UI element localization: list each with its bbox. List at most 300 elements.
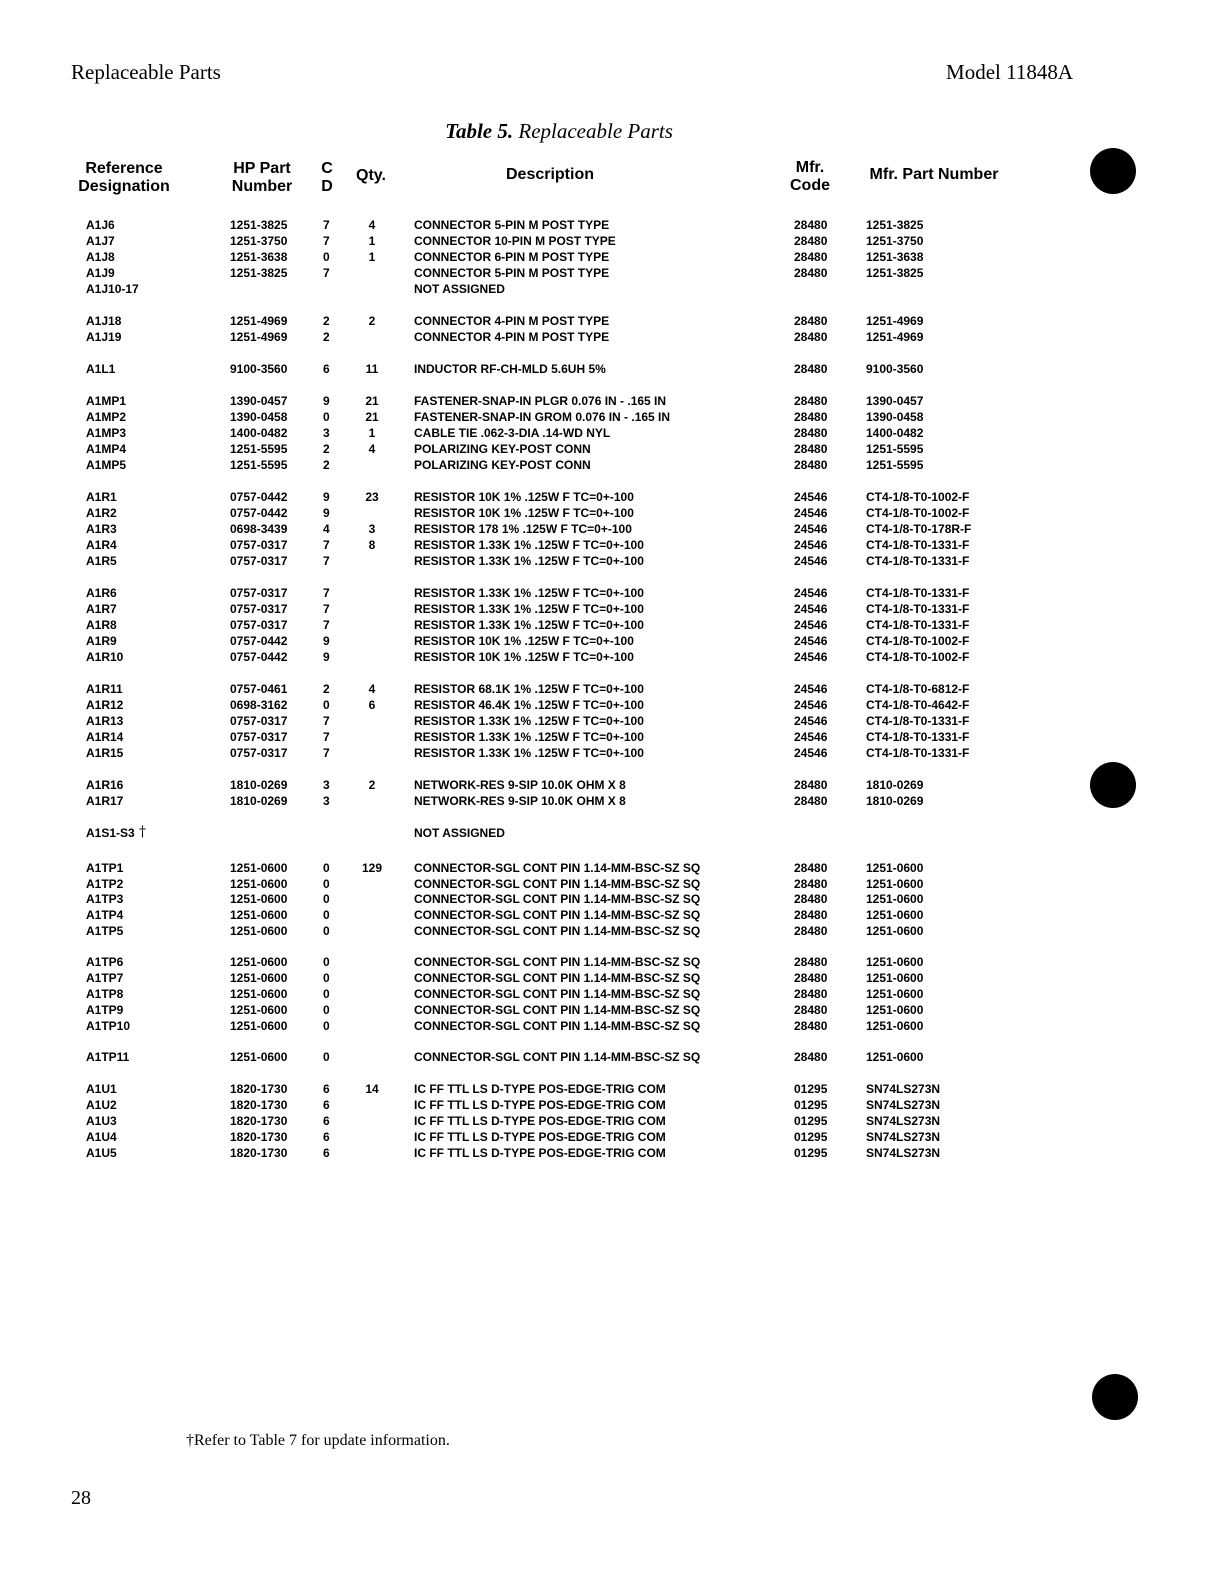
table-cell-mfr-code: 28480 bbox=[794, 234, 828, 248]
col-header-mfr-code bbox=[784, 159, 836, 195]
table-cell-ref-designation: A1MP2 bbox=[86, 410, 127, 424]
table-cell-hp-part-number: 0757-0317 bbox=[230, 746, 288, 760]
table-cell-cd: 0 bbox=[323, 698, 330, 712]
table-cell-mfr-code: 28480 bbox=[794, 442, 828, 456]
table-cell-mfr-code: 28480 bbox=[794, 877, 828, 891]
table-cell-qty: 1 bbox=[368, 234, 376, 248]
table-cell-ref-designation: A1R15 bbox=[86, 746, 124, 760]
table-cell-description: NOT ASSIGNED bbox=[414, 282, 505, 296]
table-cell-ref-designation: A1TP3 bbox=[86, 892, 124, 906]
table-cell-qty: 11 bbox=[365, 362, 379, 376]
table-cell-ref-designation: A1U3 bbox=[86, 1114, 117, 1128]
table-cell-mfr-code: 24546 bbox=[794, 506, 828, 520]
table-cell-cd: 3 bbox=[323, 426, 330, 440]
table-cell-description: CONNECTOR-SGL CONT PIN 1.14-MM-BSC-SZ SQ bbox=[414, 1050, 701, 1064]
table-cell-mfr-part-number: CT4-1/8-T0-1002-F bbox=[866, 634, 970, 648]
table-cell-ref-designation: A1R2 bbox=[86, 506, 117, 520]
table-cell-mfr-part-number: CT4-1/8-T0-178R-F bbox=[866, 522, 972, 536]
table-cell-qty: 2 bbox=[368, 314, 376, 328]
table-cell-mfr-part-number: 1251-0600 bbox=[866, 908, 924, 922]
table-cell-hp-part-number: 1251-0600 bbox=[230, 1003, 288, 1017]
table-cell-mfr-part-number: 1251-0600 bbox=[866, 971, 924, 985]
table-cell-ref-designation: A1R7 bbox=[86, 602, 117, 616]
col-header-cd-line1: C bbox=[321, 160, 333, 177]
table-cell-hp-part-number: 0757-0317 bbox=[230, 730, 288, 744]
table-cell-qty: 21 bbox=[365, 394, 379, 408]
table-cell-cd: 2 bbox=[323, 330, 330, 344]
binder-hole bbox=[1090, 762, 1136, 808]
table-cell-mfr-code: 24546 bbox=[794, 618, 828, 632]
table-cell-mfr-code: 01295 bbox=[794, 1098, 828, 1112]
table-cell-mfr-code: 24546 bbox=[794, 698, 828, 712]
table-cell-mfr-code: 28480 bbox=[794, 426, 828, 440]
table-cell-qty: 4 bbox=[368, 218, 376, 232]
table-cell-mfr-part-number: CT4-1/8-T0-1331-F bbox=[866, 714, 970, 728]
table-cell-ref-designation: A1J7 bbox=[86, 234, 115, 248]
table-cell-cd: 7 bbox=[323, 602, 330, 616]
table-cell-mfr-code: 28480 bbox=[794, 778, 828, 792]
table-cell-ref-designation: A1R1 bbox=[86, 490, 117, 504]
table-cell-cd: 3 bbox=[323, 778, 330, 792]
table-cell-qty: 1 bbox=[368, 250, 376, 264]
table-cell-mfr-code: 01295 bbox=[794, 1146, 828, 1160]
table-cell-cd: 9 bbox=[323, 634, 330, 648]
table-cell-qty: 2 bbox=[368, 778, 376, 792]
table-cell-description: CONNECTOR 10-PIN M POST TYPE bbox=[414, 234, 616, 248]
table-cell-mfr-part-number: 1251-3825 bbox=[866, 218, 924, 232]
table-cell-hp-part-number: 0757-0442 bbox=[230, 506, 288, 520]
table-cell-cd: 6 bbox=[323, 362, 330, 376]
table-cell-cd: 7 bbox=[323, 618, 330, 632]
table-cell-ref-designation: A1R4 bbox=[86, 538, 117, 552]
table-cell-qty: 3 bbox=[368, 522, 376, 536]
table-cell-ref-designation: A1TP1 bbox=[86, 861, 124, 875]
col-header-cd-line2: D bbox=[321, 178, 333, 195]
table-cell-mfr-part-number: CT4-1/8-T0-1331-F bbox=[866, 538, 970, 552]
table-cell-ref-designation: A1S1-S3 bbox=[86, 826, 135, 840]
table-cell-mfr-code: 24546 bbox=[794, 730, 828, 744]
table-cell-ref-designation: A1MP3 bbox=[86, 426, 127, 440]
col-header-reference-line2: Designation bbox=[78, 178, 170, 195]
table-cell-description: CONNECTOR 5-PIN M POST TYPE bbox=[414, 266, 610, 280]
table-cell-ref-designation: A1R12 bbox=[86, 698, 124, 712]
table-cell-cd: 2 bbox=[323, 442, 330, 456]
table-cell-description: RESISTOR 46.4K 1% .125W F TC=0+-100 bbox=[414, 698, 644, 712]
table-cell-ref-designation: A1R17 bbox=[86, 794, 124, 808]
table-cell-cd: 7 bbox=[323, 586, 330, 600]
table-cell-cd: 2 bbox=[323, 682, 330, 696]
table-cell-mfr-part-number: 1390-0457 bbox=[866, 394, 924, 408]
table-cell-cd: 0 bbox=[323, 971, 330, 985]
table-cell-hp-part-number: 1251-0600 bbox=[230, 987, 288, 1001]
table-cell-mfr-part-number: CT4-1/8-T0-1002-F bbox=[866, 490, 970, 504]
table-cell-description: FASTENER-SNAP-IN GROM 0.076 IN - .165 IN bbox=[414, 410, 671, 424]
table-cell-mfr-code: 28480 bbox=[794, 908, 828, 922]
col-header-mfr-code-line1: Mfr. bbox=[795, 159, 825, 176]
table-cell-hp-part-number: 1390-0458 bbox=[230, 410, 288, 424]
table-cell-mfr-part-number: SN74LS273N bbox=[866, 1114, 941, 1128]
table-cell-description: RESISTOR 10K 1% .125W F TC=0+-100 bbox=[414, 506, 634, 520]
table-cell-ref-designation: A1TP5 bbox=[86, 924, 124, 938]
table-cell-hp-part-number: 1251-4969 bbox=[230, 330, 288, 344]
table-cell-hp-part-number: 1251-0600 bbox=[230, 955, 288, 969]
table-cell-mfr-code: 24546 bbox=[794, 538, 828, 552]
table-cell-ref-designation: A1U1 bbox=[86, 1082, 117, 1096]
table-cell-mfr-code: 28480 bbox=[794, 955, 828, 969]
table-cell-hp-part-number: 1820-1730 bbox=[230, 1082, 288, 1096]
table-cell-ref-designation: A1MP4 bbox=[86, 442, 127, 456]
table-cell-cd: 7 bbox=[323, 218, 330, 232]
table-cell-cd: 0 bbox=[323, 924, 330, 938]
page-number: 28 bbox=[71, 1487, 91, 1509]
binder-hole bbox=[1090, 148, 1136, 194]
table-cell-hp-part-number: 1251-4969 bbox=[230, 314, 288, 328]
table-cell-description: RESISTOR 1.33K 1% .125W F TC=0+-100 bbox=[414, 602, 644, 616]
table-cell-description: CONNECTOR-SGL CONT PIN 1.14-MM-BSC-SZ SQ bbox=[414, 892, 701, 906]
table-cell-description: RESISTOR 1.33K 1% .125W F TC=0+-100 bbox=[414, 746, 644, 760]
table-cell-cd: 0 bbox=[323, 1003, 330, 1017]
table-cell-mfr-code: 28480 bbox=[794, 1050, 828, 1064]
table-cell-qty: 4 bbox=[368, 682, 376, 696]
table-cell-ref-designation: A1J19 bbox=[86, 330, 122, 344]
footnote: †Refer to Table 7 for update information. bbox=[186, 1432, 450, 1449]
table-cell-description: CONNECTOR-SGL CONT PIN 1.14-MM-BSC-SZ SQ bbox=[414, 971, 701, 985]
table-cell-mfr-part-number: 1251-0600 bbox=[866, 1050, 924, 1064]
table-cell-mfr-part-number: SN74LS273N bbox=[866, 1146, 941, 1160]
table-cell-mfr-code: 28480 bbox=[794, 330, 828, 344]
table-cell-mfr-part-number: CT4-1/8-T0-1331-F bbox=[866, 618, 970, 632]
table-cell-ref-designation: A1J8 bbox=[86, 250, 115, 264]
table-cell-cd: 7 bbox=[323, 714, 330, 728]
table-cell-description: RESISTOR 68.1K 1% .125W F TC=0+-100 bbox=[414, 682, 644, 696]
table-cell-mfr-code: 28480 bbox=[794, 362, 828, 376]
table-cell-cd: 6 bbox=[323, 1130, 330, 1144]
table-cell-mfr-code: 28480 bbox=[794, 1019, 828, 1033]
table-cell-description: RESISTOR 1.33K 1% .125W F TC=0+-100 bbox=[414, 730, 644, 744]
table-cell-hp-part-number: 0757-0442 bbox=[230, 490, 288, 504]
table-cell-hp-part-number: 1251-5595 bbox=[230, 442, 288, 456]
table-cell-mfr-part-number: 1390-0458 bbox=[866, 410, 924, 424]
table-cell-description: CONNECTOR-SGL CONT PIN 1.14-MM-BSC-SZ SQ bbox=[414, 861, 701, 875]
table-cell-description: CONNECTOR-SGL CONT PIN 1.14-MM-BSC-SZ SQ bbox=[414, 987, 701, 1001]
table-cell-cd: 0 bbox=[323, 877, 330, 891]
table-cell-mfr-part-number: CT4-1/8-T0-1331-F bbox=[866, 730, 970, 744]
table-cell-mfr-code: 28480 bbox=[794, 1003, 828, 1017]
table-cell-description: CONNECTOR 6-PIN M POST TYPE bbox=[414, 250, 610, 264]
table-cell-mfr-part-number: 1251-3750 bbox=[866, 234, 924, 248]
table-cell-cd: 6 bbox=[323, 1082, 330, 1096]
table-cell-mfr-part-number: SN74LS273N bbox=[866, 1082, 941, 1096]
table-cell-mfr-code: 24546 bbox=[794, 682, 828, 696]
table-cell-mfr-code: 28480 bbox=[794, 266, 828, 280]
table-cell-mfr-part-number: 1810-0269 bbox=[866, 794, 924, 808]
table-cell-qty: 6 bbox=[368, 698, 376, 712]
table-cell-description: CONNECTOR 5-PIN M POST TYPE bbox=[414, 218, 610, 232]
col-header-description: Description bbox=[505, 166, 594, 183]
table-cell-description: IC FF TTL LS D-TYPE POS-EDGE-TRIG COM bbox=[414, 1146, 666, 1160]
table-cell-hp-part-number: 0698-3439 bbox=[230, 522, 288, 536]
table-cell-description: NETWORK-RES 9-SIP 10.0K OHM X 8 bbox=[414, 794, 626, 808]
table-cell-description: INDUCTOR RF-CH-MLD 5.6UH 5% bbox=[414, 362, 606, 376]
table-cell-description: RESISTOR 1.33K 1% .125W F TC=0+-100 bbox=[414, 538, 644, 552]
table-cell-description: CONNECTOR-SGL CONT PIN 1.14-MM-BSC-SZ SQ bbox=[414, 877, 701, 891]
table-cell-mfr-code: 24546 bbox=[794, 554, 828, 568]
table-cell-cd: 7 bbox=[323, 234, 330, 248]
table-cell-hp-part-number: 0757-0442 bbox=[230, 634, 288, 648]
table-cell-mfr-part-number: 1251-0600 bbox=[866, 892, 924, 906]
table-cell-hp-part-number: 1251-0600 bbox=[230, 971, 288, 985]
table-cell-cd: 2 bbox=[323, 314, 330, 328]
table-cell-description: NOT ASSIGNED bbox=[414, 826, 505, 840]
table-cell-mfr-code: 24546 bbox=[794, 522, 828, 536]
table-cell-ref-designation: A1MP5 bbox=[86, 458, 127, 472]
table-cell-cd: 0 bbox=[323, 410, 330, 424]
table-cell-cd: 3 bbox=[323, 794, 330, 808]
table-cell-mfr-part-number: 1400-0482 bbox=[866, 426, 924, 440]
table-cell-mfr-code: 28480 bbox=[794, 794, 828, 808]
binder-hole bbox=[1092, 1374, 1138, 1420]
table-cell-ref-designation: A1R11 bbox=[86, 682, 123, 696]
col-header-reference bbox=[70, 160, 178, 196]
table-cell-mfr-part-number: SN74LS273N bbox=[866, 1130, 941, 1144]
table-cell-description: POLARIZING KEY-POST CONN bbox=[414, 442, 591, 456]
table-cell-cd: 6 bbox=[323, 1114, 330, 1128]
table-cell-hp-part-number: 1251-3750 bbox=[230, 234, 288, 248]
table-cell-mfr-code: 24546 bbox=[794, 602, 828, 616]
table-cell-ref-designation: A1TP4 bbox=[86, 908, 124, 922]
table-cell-ref-designation: A1J6 bbox=[86, 218, 115, 232]
table-cell-mfr-code: 24546 bbox=[794, 634, 828, 648]
table-cell-mfr-code: 28480 bbox=[794, 892, 828, 906]
table-cell-description: RESISTOR 1.33K 1% .125W F TC=0+-100 bbox=[414, 618, 644, 632]
table-cell-cd: 0 bbox=[323, 250, 330, 264]
table-cell-mfr-code: 28480 bbox=[794, 314, 828, 328]
table-cell-mfr-part-number: 1251-5595 bbox=[866, 442, 924, 456]
table-cell-mfr-part-number: CT4-1/8-T0-1331-F bbox=[866, 586, 970, 600]
table-cell-mfr-part-number: 1810-0269 bbox=[866, 778, 924, 792]
table-cell-description: CONNECTOR-SGL CONT PIN 1.14-MM-BSC-SZ SQ bbox=[414, 955, 701, 969]
table-cell-hp-part-number: 0757-0317 bbox=[230, 554, 288, 568]
table-cell-description: CONNECTOR 4-PIN M POST TYPE bbox=[414, 330, 610, 344]
table-cell-hp-part-number: 1251-3825 bbox=[230, 266, 288, 280]
running-header-title: Replaceable Parts bbox=[71, 60, 221, 84]
running-header-model: Model 11848A bbox=[946, 60, 1073, 84]
table-cell-description: NETWORK-RES 9-SIP 10.0K OHM X 8 bbox=[414, 778, 626, 792]
table-cell-qty: 14 bbox=[365, 1082, 379, 1096]
table-cell-cd: 0 bbox=[323, 1019, 330, 1033]
table-cell-qty: 8 bbox=[368, 538, 376, 552]
table-cell-hp-part-number: 0757-0317 bbox=[230, 602, 288, 616]
table-cell-description: CONNECTOR-SGL CONT PIN 1.14-MM-BSC-SZ SQ bbox=[414, 1019, 701, 1033]
table-cell-ref-designation: A1TP2 bbox=[86, 877, 124, 891]
table-cell-ref-designation: A1TP7 bbox=[86, 971, 124, 985]
table-cell-mfr-code: 28480 bbox=[794, 971, 828, 985]
table-cell-cd: 9 bbox=[323, 650, 330, 664]
table-cell-description: POLARIZING KEY-POST CONN bbox=[414, 458, 591, 472]
table-cell-cd: 0 bbox=[323, 892, 330, 906]
table-cell-mfr-code: 28480 bbox=[794, 987, 828, 1001]
table-cell-ref-designation: A1TP11 bbox=[86, 1050, 130, 1064]
table-cell-cd: 9 bbox=[323, 506, 330, 520]
table-cell-cd: 0 bbox=[323, 1050, 330, 1064]
table-cell-mfr-part-number: 1251-0600 bbox=[866, 1003, 924, 1017]
table-cell-hp-part-number: 1251-0600 bbox=[230, 1050, 288, 1064]
table-cell-hp-part-number: 1390-0457 bbox=[230, 394, 288, 408]
table-title-number: Table 5. bbox=[445, 119, 514, 143]
col-header-reference-line1: Reference bbox=[85, 160, 163, 177]
table-cell-hp-part-number: 1251-0600 bbox=[230, 908, 288, 922]
table-cell-mfr-part-number: 1251-3638 bbox=[866, 250, 924, 264]
table-cell-mfr-code: 24546 bbox=[794, 586, 828, 600]
table-cell-mfr-code: 28480 bbox=[794, 394, 828, 408]
table-cell-mfr-part-number: 1251-4969 bbox=[866, 330, 924, 344]
table-cell-cd: 0 bbox=[323, 908, 330, 922]
col-header-hp-part-line2: Number bbox=[231, 178, 293, 195]
table-cell-ref-designation: A1TP10 bbox=[86, 1019, 131, 1033]
table-cell-ref-designation: A1R10 bbox=[86, 650, 124, 664]
table-cell-ref-designation: A1J9 bbox=[86, 266, 115, 280]
table-cell-hp-part-number: 1251-0600 bbox=[230, 892, 288, 906]
table-cell-ref-designation: A1U5 bbox=[86, 1146, 117, 1160]
table-cell-description: RESISTOR 1.33K 1% .125W F TC=0+-100 bbox=[414, 714, 644, 728]
table-cell-cd: 0 bbox=[323, 987, 330, 1001]
table-cell-mfr-code: 28480 bbox=[794, 218, 828, 232]
table-cell-qty: 23 bbox=[365, 490, 379, 504]
table-cell-mfr-code: 24546 bbox=[794, 746, 828, 760]
col-header-mfr-code-line2: Code bbox=[790, 177, 830, 194]
table-cell-hp-part-number: 0757-0317 bbox=[230, 618, 288, 632]
table-cell-mfr-code: 24546 bbox=[794, 714, 828, 728]
table-cell-mfr-part-number: 1251-4969 bbox=[866, 314, 924, 328]
table-cell-cd: 2 bbox=[323, 458, 330, 472]
table-title-text: Replaceable Parts bbox=[518, 119, 673, 143]
table-cell-mfr-part-number: 1251-0600 bbox=[866, 924, 924, 938]
table-cell-description: CONNECTOR-SGL CONT PIN 1.14-MM-BSC-SZ SQ bbox=[414, 1003, 701, 1017]
table-cell-ref-designation: A1MP1 bbox=[86, 394, 127, 408]
table-cell-ref-designation: A1TP6 bbox=[86, 955, 124, 969]
table-cell-ref-designation: A1R8 bbox=[86, 618, 117, 632]
table-cell-description: RESISTOR 10K 1% .125W F TC=0+-100 bbox=[414, 490, 634, 504]
table-cell-mfr-code: 01295 bbox=[794, 1082, 828, 1096]
table-cell-mfr-part-number: CT4-1/8-T0-1002-F bbox=[866, 506, 970, 520]
table-cell-mfr-part-number: SN74LS273N bbox=[866, 1098, 941, 1112]
table-cell-mfr-code: 24546 bbox=[794, 650, 828, 664]
table-cell-ref-designation: A1R9 bbox=[86, 634, 117, 648]
table-cell-ref-designation: A1J18 bbox=[86, 314, 122, 328]
table-cell-cd: 7 bbox=[323, 746, 330, 760]
table-cell-mfr-part-number: 9100-3560 bbox=[866, 362, 924, 376]
table-cell-description: IC FF TTL LS D-TYPE POS-EDGE-TRIG COM bbox=[414, 1082, 666, 1096]
table-cell-hp-part-number: 1251-0600 bbox=[230, 924, 288, 938]
table-cell-ref-designation: A1R16 bbox=[86, 778, 124, 792]
table-cell-mfr-part-number: CT4-1/8-T0-4642-F bbox=[866, 698, 970, 712]
table-cell-ref-designation: A1TP9 bbox=[86, 1003, 124, 1017]
col-header-qty: Qty. bbox=[356, 167, 386, 184]
table-cell-description: RESISTOR 10K 1% .125W F TC=0+-100 bbox=[414, 650, 634, 664]
table-cell-description: IC FF TTL LS D-TYPE POS-EDGE-TRIG COM bbox=[414, 1098, 666, 1112]
table-cell-cd: 0 bbox=[323, 955, 330, 969]
table-cell-hp-part-number: 1820-1730 bbox=[230, 1114, 288, 1128]
table-cell-description: CONNECTOR 4-PIN M POST TYPE bbox=[414, 314, 610, 328]
table-cell-cd: 6 bbox=[323, 1146, 330, 1160]
table-cell-description: CABLE TIE .062-3-DIA .14-WD NYL bbox=[414, 426, 611, 440]
table-cell-ref-designation: A1R6 bbox=[86, 586, 117, 600]
table-cell-mfr-part-number: CT4-1/8-T0-6812-F bbox=[866, 682, 970, 696]
col-header-mfr-part-number: Mfr. Part Number bbox=[869, 166, 999, 183]
table-cell-hp-part-number: 1820-1730 bbox=[230, 1098, 288, 1112]
table-cell-ref-designation: A1R3 bbox=[86, 522, 117, 536]
table-cell-hp-part-number: 0757-0317 bbox=[230, 586, 288, 600]
table-cell-hp-part-number: 0757-0317 bbox=[230, 714, 288, 728]
table-cell-mfr-code: 28480 bbox=[794, 250, 828, 264]
table-cell-mfr-code: 28480 bbox=[794, 410, 828, 424]
table-cell-mfr-part-number: CT4-1/8-T0-1331-F bbox=[866, 746, 970, 760]
table-cell-mfr-part-number: 1251-0600 bbox=[866, 955, 924, 969]
table-cell-mfr-part-number: CT4-1/8-T0-1331-F bbox=[866, 554, 970, 568]
table-cell-cd: 6 bbox=[323, 1098, 330, 1112]
table-cell-ref-designation: A1J10-17 bbox=[86, 282, 139, 296]
table-cell-description: RESISTOR 1.33K 1% .125W F TC=0+-100 bbox=[414, 554, 644, 568]
table-cell-hp-part-number: 1820-1730 bbox=[230, 1130, 288, 1144]
table-cell-mfr-code: 28480 bbox=[794, 924, 828, 938]
col-header-hp-part bbox=[222, 160, 302, 196]
table-cell-mfr-part-number: 1251-0600 bbox=[866, 1019, 924, 1033]
col-header-cd bbox=[316, 160, 338, 196]
table-cell-hp-part-number: 1251-0600 bbox=[230, 877, 288, 891]
table-cell-description: RESISTOR 1.33K 1% .125W F TC=0+-100 bbox=[414, 586, 644, 600]
table-cell-cd: 9 bbox=[323, 490, 330, 504]
table-cell-cd: 4 bbox=[323, 522, 330, 536]
table-cell-mfr-code: 01295 bbox=[794, 1130, 828, 1144]
table-cell-description: RESISTOR 178 1% .125W F TC=0+-100 bbox=[414, 522, 632, 536]
table-cell-description: FASTENER-SNAP-IN PLGR 0.076 IN - .165 IN bbox=[414, 394, 667, 408]
table-cell-ref-designation: A1U4 bbox=[86, 1130, 117, 1144]
table-cell-ref-designation: A1L1 bbox=[86, 362, 116, 376]
table-cell-ref-designation: A1R13 bbox=[86, 714, 124, 728]
table-cell-hp-part-number: 0757-0442 bbox=[230, 650, 288, 664]
table-cell-hp-part-number: 0757-0317 bbox=[230, 538, 288, 552]
table-cell-mfr-code: 28480 bbox=[794, 861, 828, 875]
table-cell-ref-designation: A1R14 bbox=[86, 730, 124, 744]
table-cell-hp-part-number: 1251-5595 bbox=[230, 458, 288, 472]
table-title bbox=[0, 119, 1118, 144]
table-cell-cd: 0 bbox=[323, 861, 330, 875]
table-cell-hp-part-number: 0698-3162 bbox=[230, 698, 288, 712]
table-cell-hp-part-number: 0757-0461 bbox=[230, 682, 288, 696]
table-cell-cd: 7 bbox=[323, 266, 330, 280]
table-cell-description: CONNECTOR-SGL CONT PIN 1.14-MM-BSC-SZ SQ bbox=[414, 924, 701, 938]
table-cell-mfr-part-number: CT4-1/8-T0-1331-F bbox=[866, 602, 970, 616]
table-cell-hp-part-number: 1400-0482 bbox=[230, 426, 288, 440]
col-header-hp-part-line1: HP Part bbox=[233, 160, 291, 177]
table-cell-mfr-code: 24546 bbox=[794, 490, 828, 504]
table-cell-hp-part-number: 1820-1730 bbox=[230, 1146, 288, 1160]
table-cell-hp-part-number: 1251-3825 bbox=[230, 218, 288, 232]
table-cell-cd: 9 bbox=[323, 394, 330, 408]
table-cell-description: CONNECTOR-SGL CONT PIN 1.14-MM-BSC-SZ SQ bbox=[414, 908, 701, 922]
table-cell-qty: 21 bbox=[365, 410, 379, 424]
table-cell-mfr-part-number: 1251-0600 bbox=[866, 877, 924, 891]
table-cell-description: IC FF TTL LS D-TYPE POS-EDGE-TRIG COM bbox=[414, 1114, 666, 1128]
table-cell-description: RESISTOR 10K 1% .125W F TC=0+-100 bbox=[414, 634, 634, 648]
table-cell-mfr-part-number: 1251-0600 bbox=[866, 987, 924, 1001]
table-cell-mfr-code: 01295 bbox=[794, 1114, 828, 1128]
table-cell-description: IC FF TTL LS D-TYPE POS-EDGE-TRIG COM bbox=[414, 1130, 666, 1144]
table-cell-hp-part-number: 1251-0600 bbox=[230, 861, 288, 875]
table-cell-ref-designation: A1TP8 bbox=[86, 987, 124, 1001]
table-cell-cd: 7 bbox=[323, 538, 330, 552]
table-cell-hp-part-number: 1810-0269 bbox=[230, 794, 288, 808]
